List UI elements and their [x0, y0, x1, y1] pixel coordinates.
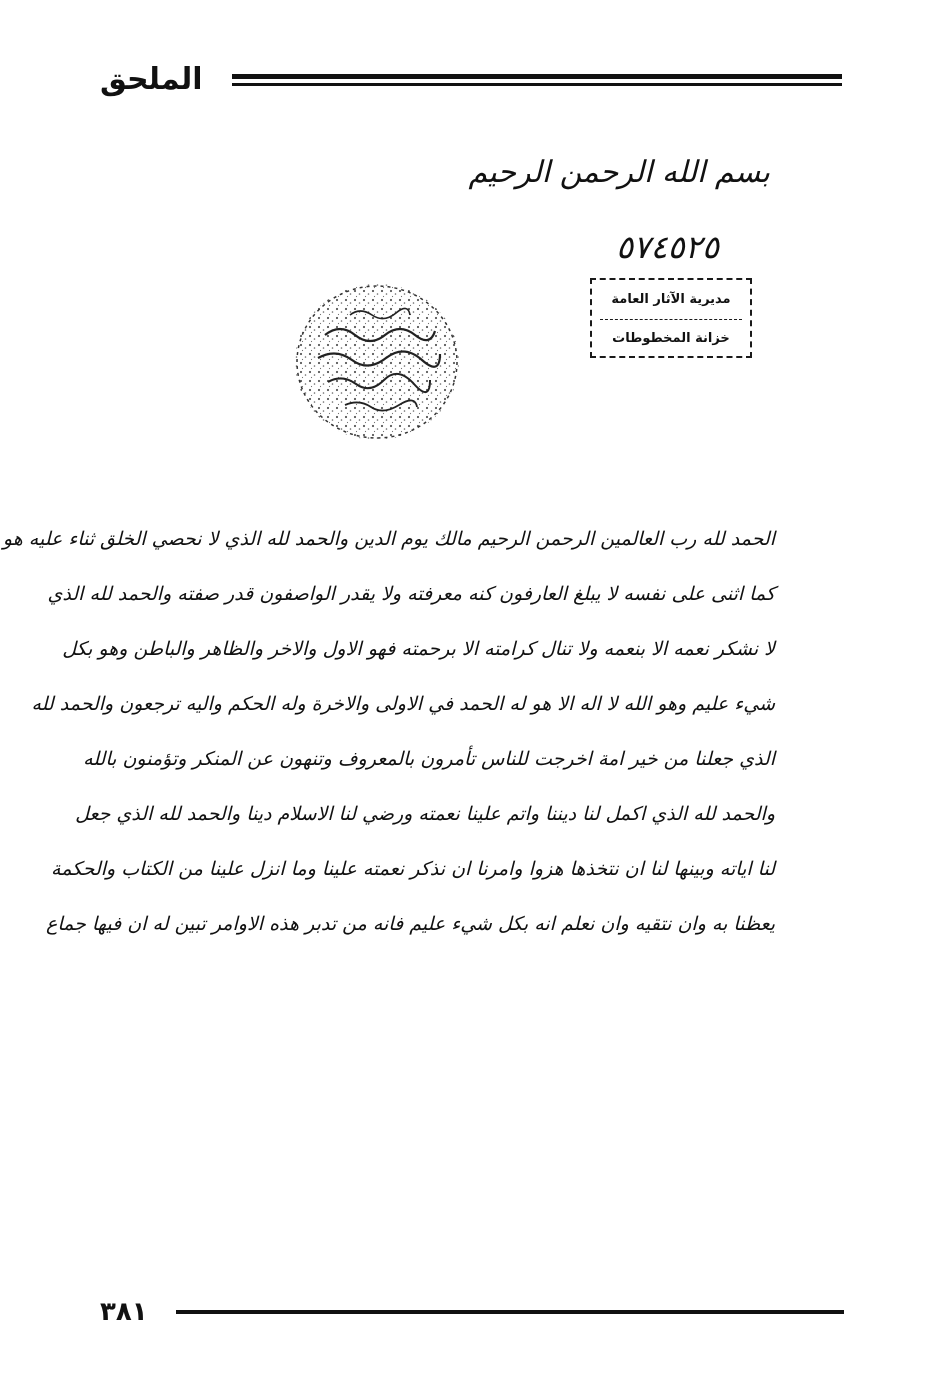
manuscript-line: الذي جعلنا من خير امة اخرجت للناس تأمرون بالمعروف وتنهون عن المنكر وتؤمنون بالله — [83, 748, 775, 770]
archive-stamp — [590, 278, 752, 358]
page-number: ٣٨١ — [100, 1297, 148, 1327]
basmala-heading: بسم الله الرحمن الرحيم — [468, 155, 770, 190]
manuscript-line: يعظنا به وان نتقيه وان نعلم انه بكل شيء عليم فانه من تدبر هذه الاوامر تبين له ان فيها جماع — [45, 913, 775, 935]
manuscript-line: الحمد لله رب العالمين الرحمن الرحيم مالك يوم الدين والحمد لله الذي لا نحصي الخلق ثناء عليه هو — [2, 528, 775, 550]
manuscript-line: لا نشكر نعمه الا بنعمه ولا تنال كرامته الا برحمته فهو الاول والاخر والظاهر والباطن وهو بكل — [62, 638, 775, 660]
manuscript-line: كما اثنى على نفسه لا يبلغ العارفون كنه معرفته ولا يقدر الواصفون قدر صفته والحمد لله الذي — [47, 583, 775, 605]
stamp-line-directorate: مديرية الآثار العامة — [611, 292, 731, 307]
manuscript-line: والحمد لله الذي اكمل لنا ديننا واتم علينا نعمته ورضي لنا الاسلام دينا والحمد لله الذي جعل — [75, 803, 775, 825]
stamp-divider — [600, 319, 742, 320]
registration-number: ٥٧٤٥٢٥ — [615, 228, 720, 266]
footer-rule — [176, 1310, 844, 1316]
stamp-line-library: خزانة المخطوطات — [612, 331, 730, 346]
page-header-title: الملحق — [100, 62, 203, 97]
manuscript-line: شيء عليم وهو الله لا اله الا هو له الحمد في الاولى والاخرة وله الحكم واليه ترجعون والحمد لله — [31, 693, 775, 715]
header-double-rule — [232, 74, 842, 90]
manuscript-line: لنا اياته وبينها لنا ان نتخذها هزوا وامرنا ان نذكر نعمته علينا وما انزل علينا من الكتاب والحكمة — [51, 858, 775, 880]
round-seal-icon — [290, 280, 465, 445]
manuscript-body — [2, 515, 775, 955]
